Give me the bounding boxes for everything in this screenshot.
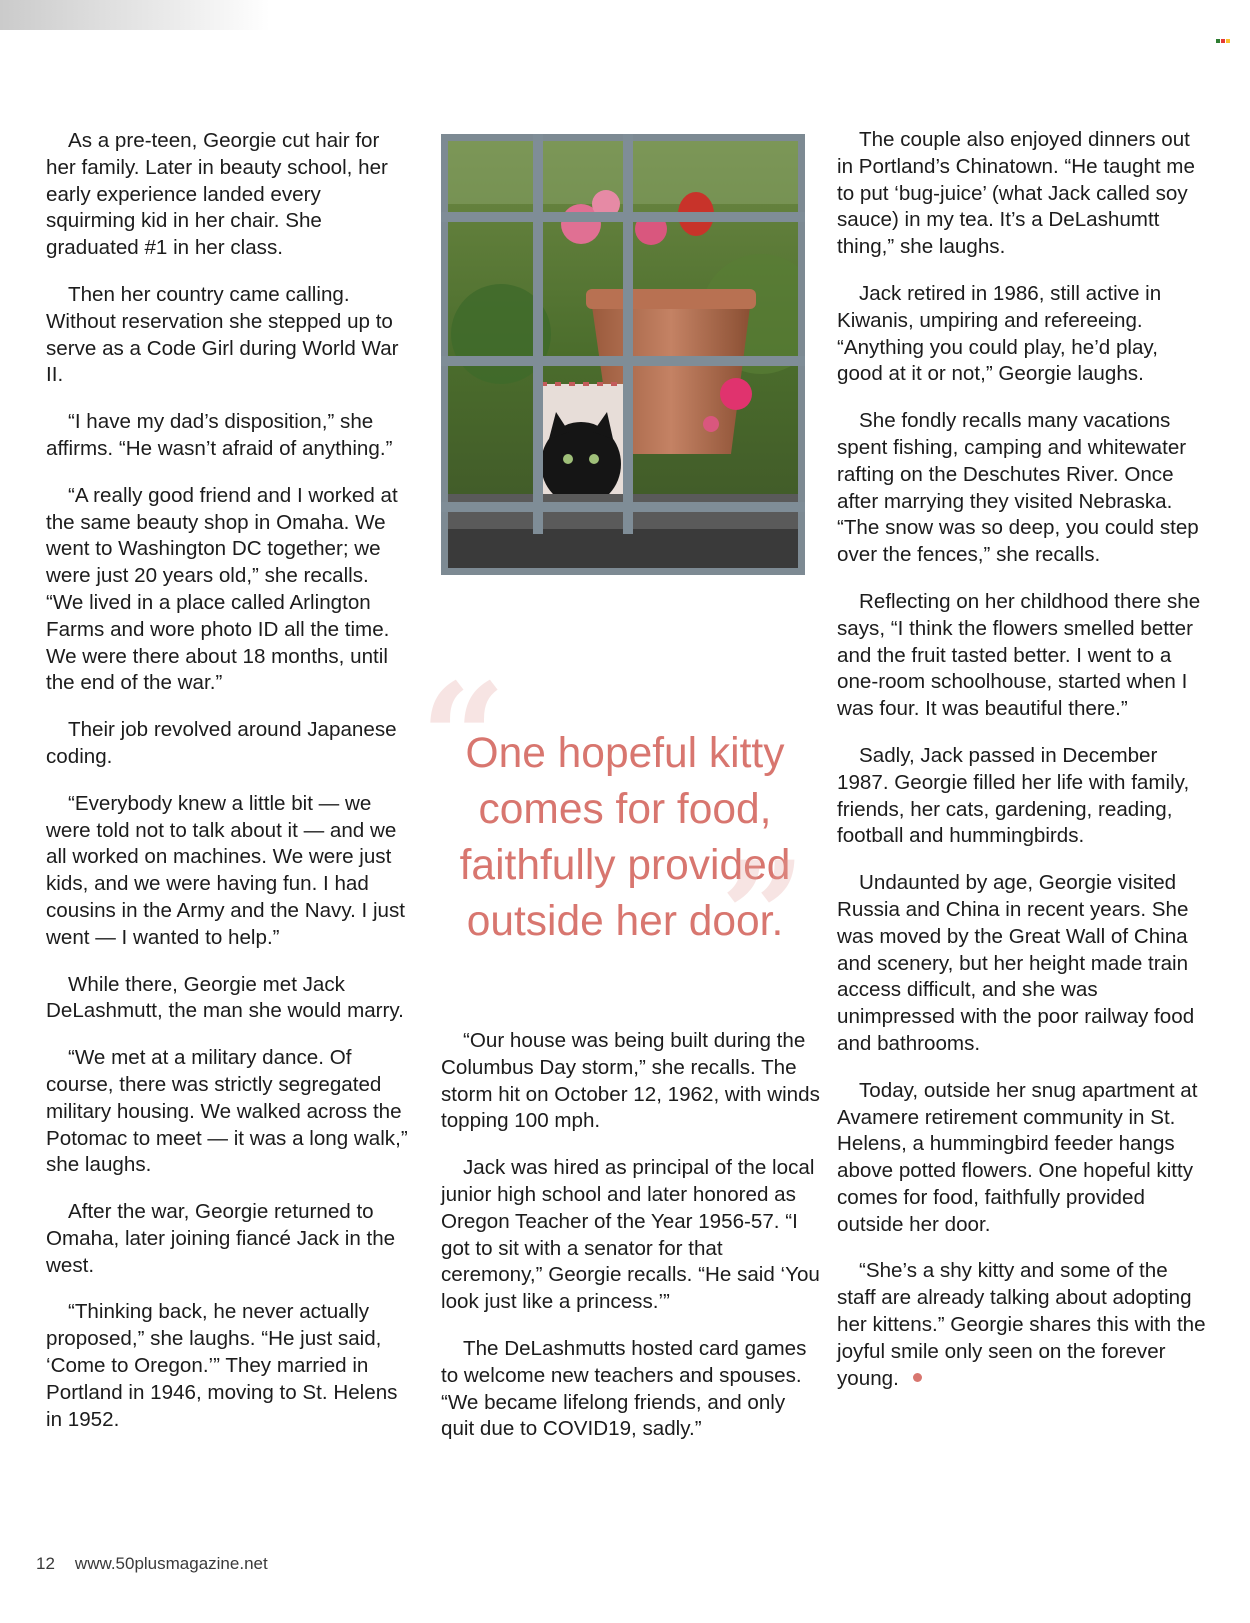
paragraph: Today, outside her snug apartment at Avamere retirement community in St. Helens, a hummingbird feeder hangs above potted flowers. One hopeful kitty comes for food, faithfully provided outside her door. [837,1078,1198,1236]
paragraph: As a pre-teen, Georgie cut hair for her family. Later in beauty school, her early experience landed every squirming kid in her chair. She graduated #1 in her class. [46,129,388,260]
page-footer [36,1554,268,1574]
paragraph: Sadly, Jack passed in December 1987. Georgie filled her life with family, friends, her cats, gardening, reading, football and hummingbirds. [837,743,1190,848]
paragraph: “Thinking back, he never actually proposed,” she laughs. “He just said, ‘Come to Oregon.’” They married in Portland in 1946, moving to St. Helens in 1952. [46,1300,398,1431]
article-column-right [837,127,1207,1412]
header-strip [0,0,270,30]
article-column-middle [441,1028,821,1463]
paragraph: Then her country came calling. Without reservation she stepped up to serve as a Code Girl during World War II. [46,282,399,387]
paragraph: “I have my dad’s disposition,” she affirms. “He wasn’t afraid of anything.” [46,410,393,460]
paragraph: Undaunted by age, Georgie visited Russia and China in recent years. She was moved by the Great Wall of China and scenery, but her height made train access difficult, and she was unimpressed with the poor railway food and bathrooms. [837,871,1195,1055]
close-quote-icon: ” [720,829,807,1005]
paragraph: Reflecting on her childhood there she says, “I think the flowers smelled better and the fruit tasted better. I went to a one-room schoolhouse, started when I was four. It was beautiful there.” [837,589,1201,721]
paragraph-text: “She’s a shy kitty and some of the staff are already talking about adopting her kittens.” Georgie shares this with the joyful smile only seen on the forever young. [837,1259,1206,1390]
brand-mark-icon [1216,30,1231,48]
paragraph: After the war, Georgie returned to Omaha, later joining fiancé Jack in the west. [46,1200,396,1277]
page-number: 12 [36,1554,55,1573]
article-column-left [46,128,411,1453]
paragraph: The DeLashmutts hosted card games to welcome new teachers and spouses. “We became lifelong friends, and only quit due to COVID19, sadly.” [441,1336,807,1441]
paragraph: The couple also enjoyed dinners out in Portland’s Chinatown. “He taught me to put ‘bug-juice’ (what Jack called soy sauce) in my tea. It’s a DeLashumtt thing,” she laughs. [837,128,1195,259]
paragraph: She fondly recalls many vacations spent fishing, camping and whitewater rafting on the Deschutes River. Once after marrying they visited Nebraska. “The snow was so deep, you could step over the fences,” she recalls. [837,409,1199,567]
end-of-article-icon [913,1373,922,1382]
paragraph: “Everybody knew a little bit — we were told not to talk about it — and we all worked on machines. We were just kids, and we were having fun. I had cousins in the Army and the Navy. I just went — I wanted to help.” [46,791,406,949]
paragraph: Jack retired in 1986, still active in Kiwanis, umpiring and refereeing. “Anything you could play, he’d play, good at it or not,” Georgie laughs. [837,281,1162,386]
pull-quote [420,651,820,1005]
paragraph: Jack was hired as principal of the local junior high school and later honored as Oregon Teacher of the Year 1956-57. “I got to sit with a senator for that ceremony,” Georgie recalls. “He said ‘You look just like a princess.’” [441,1156,820,1314]
paragraph: “A really good friend and I worked at the same beauty shop in Omaha. We went to Washington DC together; we were just 20 years old,” she recalls. “We lived in a place called Arlington Farms and wore photo ID all the time. We were there about 18 months, until the end of the war.” [46,483,398,695]
paragraph: While there, Georgie met Jack DeLashmutt, the man she would marry. [46,972,404,1023]
last-paragraph [837,1258,1207,1392]
paragraph: Their job revolved around Japanese coding. [46,718,397,768]
cat-window-photo [441,134,805,575]
paragraph: “We met at a military dance. Of course, there was strictly segregated military housing. We walked across the Potomac to meet — it was a long walk,” she laughs. [46,1046,408,1177]
footer-url-link[interactable]: www.50plusmagazine.net [74,1554,268,1573]
pull-quote-text: One hopeful kitty comes for food, faithfully provided outside her door. [459,730,791,945]
open-quote-icon: “ [420,651,507,827]
paragraph: “Our house was being built during the Columbus Day storm,” she recalls. The storm hit on October 12, 1962, with winds topping 100 mph. [441,1029,820,1133]
